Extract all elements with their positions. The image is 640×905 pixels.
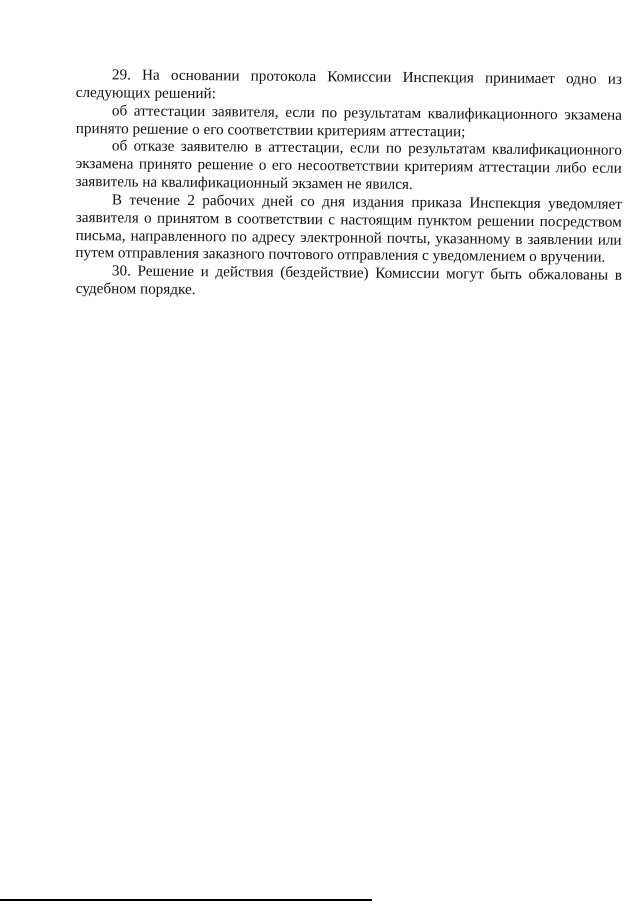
paragraph-notification: В течение 2 рабочих дней со дня издания приказа Инспекция уведомляет заявителя о принятом в соответствии с настоящим пунктом решении посредством письма, направленного по адресу электронной почты, указанному в заявлении или путем отправления заказного почтового отправления с уведомлением о вручении. (75, 190, 622, 266)
document-body (76, 66, 622, 297)
paragraph-29-intro: 29. На основании протокола Комиссии Инспекция принимает одно из следующих решений: (75, 66, 622, 103)
paragraph-attestation-refused: об отказе заявителю в аттестации, если по результатам квалификационного экзамена принято решение о его несоответствии критериям аттестации либо если заявитель на квалификационный экзамен не явился. (75, 137, 622, 193)
paragraph-30-appeal: 30. Решение и действия (бездействие) Комиссии могут быть обжалованы в судебном порядке. (75, 262, 622, 298)
paragraph-attestation-granted: об аттестации заявителя, если по результатам квалификационного экзамена принято решение о его соответствии критериям аттестации; (75, 101, 622, 140)
bottom-scan-edge-line (0, 899, 372, 901)
